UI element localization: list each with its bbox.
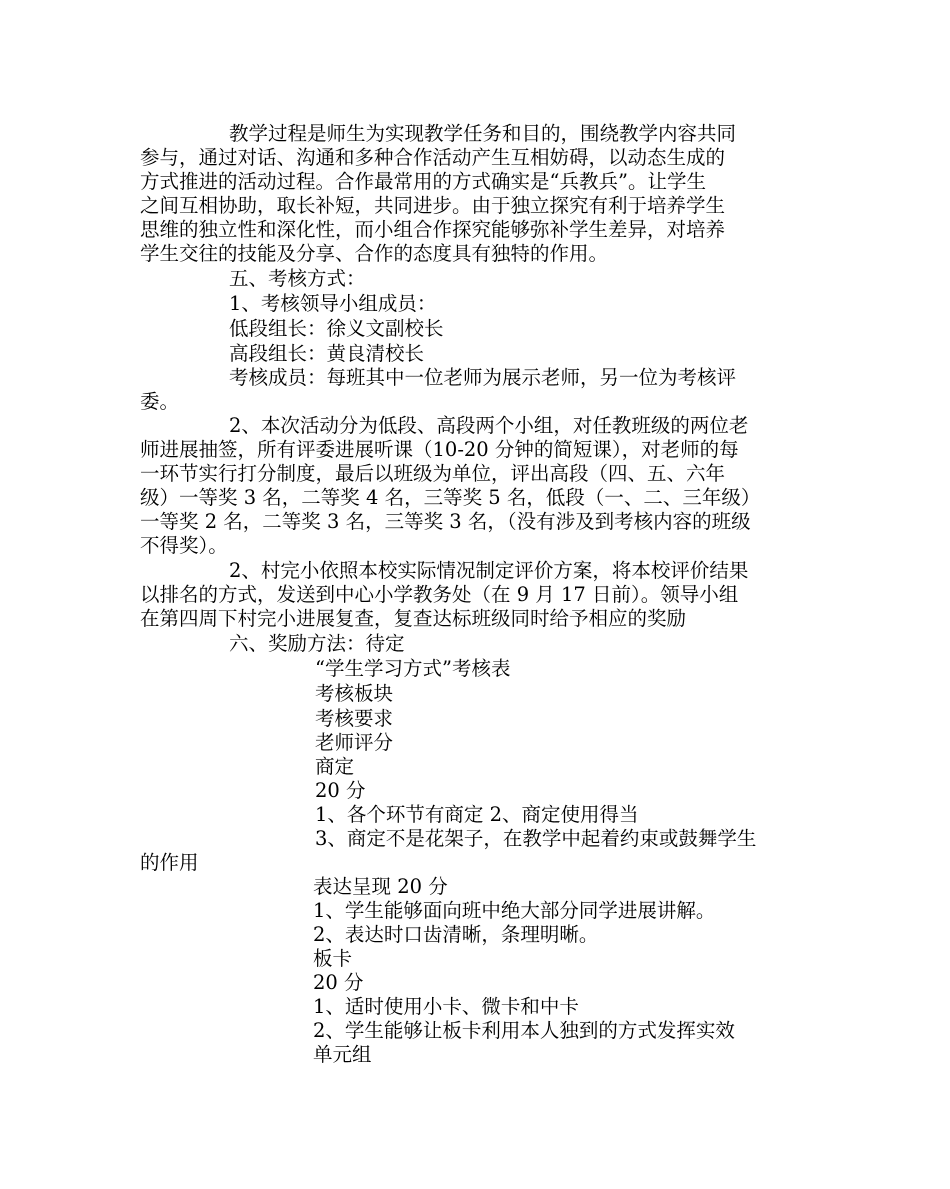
paragraph-line: 一环节实行打分制度，最后以班级为单位，评出高段（四、五、六年 <box>140 462 726 485</box>
paragraph-line: 师进展抽签，所有评委进展听课（10-20 分钟的简短课），对老师的每 <box>140 438 739 461</box>
paragraph-line: 之间互相协助，取长补短，共同进步。由于独立探究有利于培养学生 <box>140 194 726 217</box>
table-cell: 2、学生能够让板卡利用本人独到的方式发挥实效 <box>313 1019 735 1042</box>
table-cell: 2、表达时口齿清晰，条理明晰。 <box>313 923 599 946</box>
list-item: 1、考核领导小组成员： <box>229 292 437 315</box>
table-cell: 20 分 <box>315 779 366 802</box>
paragraph-line: 在第四周下村完小进展复查，复查达标班级同时给予相应的奖励 <box>140 607 687 630</box>
table-cell: 单元组 <box>313 1043 372 1066</box>
table-cell: 商定 <box>315 755 355 778</box>
table-cell: 3、商定不是花架子，在教学中起着约束或鼓舞学生 <box>315 827 757 850</box>
table-cell: 1、各个环节有商定 2、商定使用得当 <box>315 803 639 826</box>
paragraph-line: 方式推进的活动过程。合作最常用的方式确实是“兵教兵”。让学生 <box>140 170 706 193</box>
paragraph-line: 级）一等奖 3 名，二等奖 4 名，三等奖 5 名，低段（一、二、三年级） <box>140 486 761 509</box>
paragraph-line: 思维的独立性和深化性，而小组合作探究能够弥补学生差异，对培养 <box>140 218 726 241</box>
paragraph-line: 2、本次活动分为低段、高段两个小组，对任教班级的两位老 <box>229 414 749 437</box>
list-item: 高段组长：黄良清校长 <box>229 342 425 365</box>
paragraph-line: 学生交往的技能及分享、合作的态度具有独特的作用。 <box>140 242 609 265</box>
table-cell: 1、学生能够面向班中绝大部分同学进展讲解。 <box>313 899 716 922</box>
table-cell: 表达呈现 20 分 <box>313 875 448 898</box>
table-cell: 考核要求 <box>315 707 394 730</box>
table-cell: 20 分 <box>313 971 364 994</box>
table-cell: 考核板块 <box>315 682 394 705</box>
paragraph-line: 教学过程是师生为实现教学任务和目的，围绕教学内容共同 <box>229 122 737 145</box>
section-heading: 六、奖励方法：待定 <box>229 632 405 655</box>
table-cell: 老师评分 <box>315 731 394 754</box>
paragraph-line: 一等奖 2 名，二等奖 3 名，三等奖 3 名，（没有涉及到考核内容的班级 <box>140 510 751 533</box>
paragraph-line: 不得奖）。 <box>140 534 228 557</box>
table-title: “学生学习方式”考核表 <box>315 657 511 680</box>
paragraph-line: 以排名的方式，发送到中心小学教务处（在 9 月 17 日前）。领导小组 <box>140 583 739 606</box>
table-cell: 的作用 <box>140 851 199 874</box>
table-cell: 板卡 <box>313 947 353 970</box>
paragraph-line: 2、村完小依照本校实际情况制定评价方案，将本校评价结果 <box>229 559 749 582</box>
paragraph-line: 考核成员：每班其中一位老师为展示老师，另一位为考核评 <box>229 366 737 389</box>
section-heading: 五、考核方式： <box>229 267 366 290</box>
paragraph-line: 参与，通过对话、沟通和多种合作活动产生互相妨碍，以动态生成的 <box>140 146 726 169</box>
list-item: 低段组长：徐义文副校长 <box>229 317 444 340</box>
paragraph-line: 委。 <box>140 390 180 413</box>
table-cell: 1、适时使用小卡、微卡和中卡 <box>313 995 579 1018</box>
